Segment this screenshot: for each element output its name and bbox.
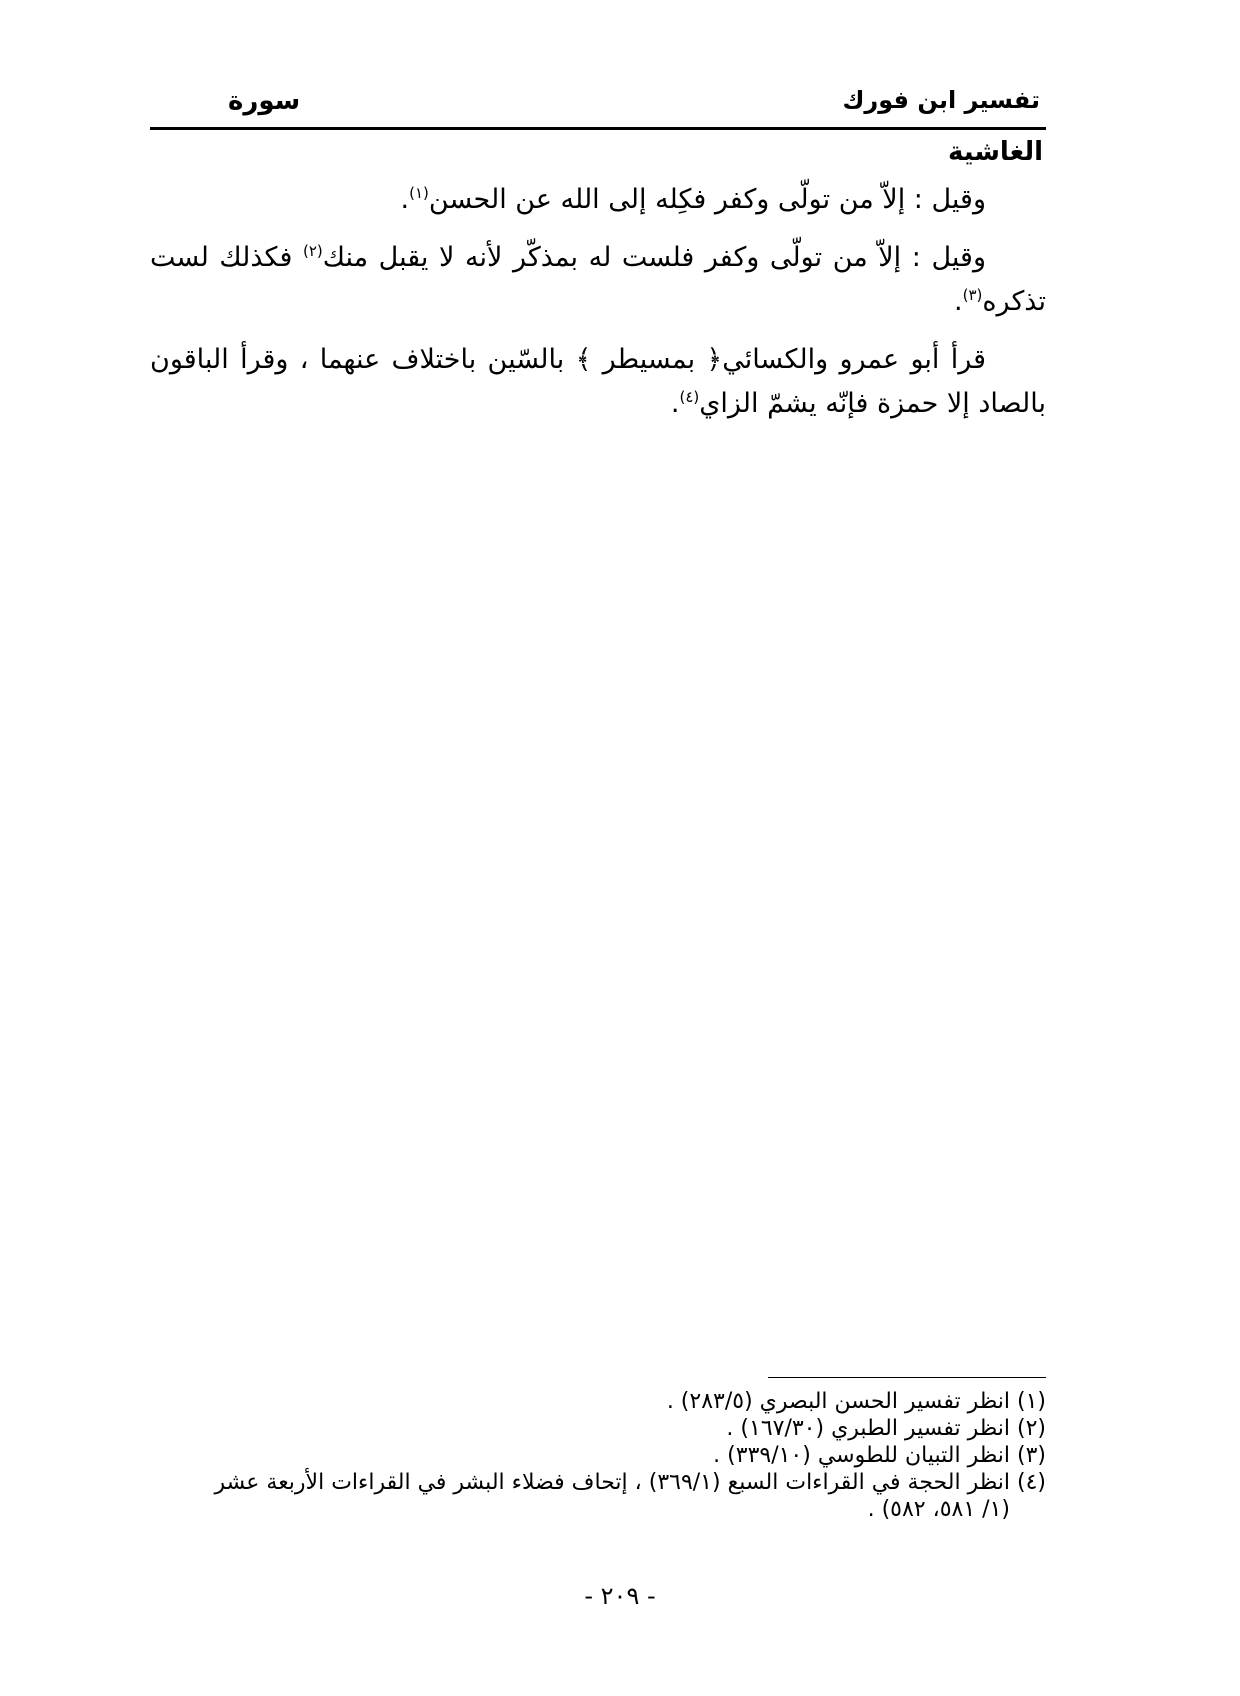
paragraph-3-text: قرأ أبو عمرو والكسائي﴿ بمسيطر ﴾ بالسّين باختلاف عنهما ، وقرأ الباقون بالصاد إلا حمزة فإنّه يشمّ الزاي (150, 344, 1046, 419)
footnote-ref-3: (٣) (962, 286, 983, 304)
footnote-ref-1: (١) (409, 184, 429, 202)
paragraph-3-tail: . (670, 388, 680, 419)
footnote-divider (768, 1377, 1046, 1378)
paragraph-2-mid: فكذلك لست تذكره (150, 242, 1046, 317)
paragraph-1 (150, 178, 1046, 222)
page-number: - ٢٠٩ - (584, 1582, 656, 1610)
footnote-2: (٢) انظر تفسير الطبري (١٦٧/٣٠) . (726, 1416, 1046, 1441)
footnote-1: (١) انظر تفسير الحسن البصري (٢٨٣/٥) . (666, 1389, 1046, 1414)
paragraph-1-tail: . (400, 184, 410, 215)
footnote-3: (٣) انظر التبيان للطوسي (٣٣٩/١٠) . (713, 1443, 1046, 1468)
section-label: الغاشية (947, 137, 1043, 167)
paragraph-3 (150, 338, 1046, 426)
book-title: تفسير ابن فورك (842, 86, 1040, 114)
paragraph-1-text: وقيل : إلاّ من تولّى وكفر فكِله إلى الله عن الحسن (428, 184, 986, 215)
paragraph-2 (150, 236, 1046, 324)
footnote-ref-4: (٤) (679, 388, 700, 406)
sura-label: سورة (228, 86, 301, 116)
footnote-4: (٤) انظر الحجة في القراءات السبع (٣٦٩/١) ، إتحاف فضلاء البشر في القراءات الأربعة عشر (214, 1470, 1046, 1495)
paragraph-2-text: وقيل : إلاّ من تولّى وكفر فلست له بمذكّر لأنه لا يقبل منك (322, 242, 986, 273)
footnotes (150, 1388, 1046, 1523)
footnote-4-continuation: (١/ ٥٨١، ٥٨٢) . (867, 1497, 1010, 1522)
footnote-ref-2: (٢) (302, 242, 323, 260)
paragraph-2-tail: . (954, 286, 963, 317)
header-divider (150, 127, 1046, 130)
body-text (150, 178, 1046, 440)
